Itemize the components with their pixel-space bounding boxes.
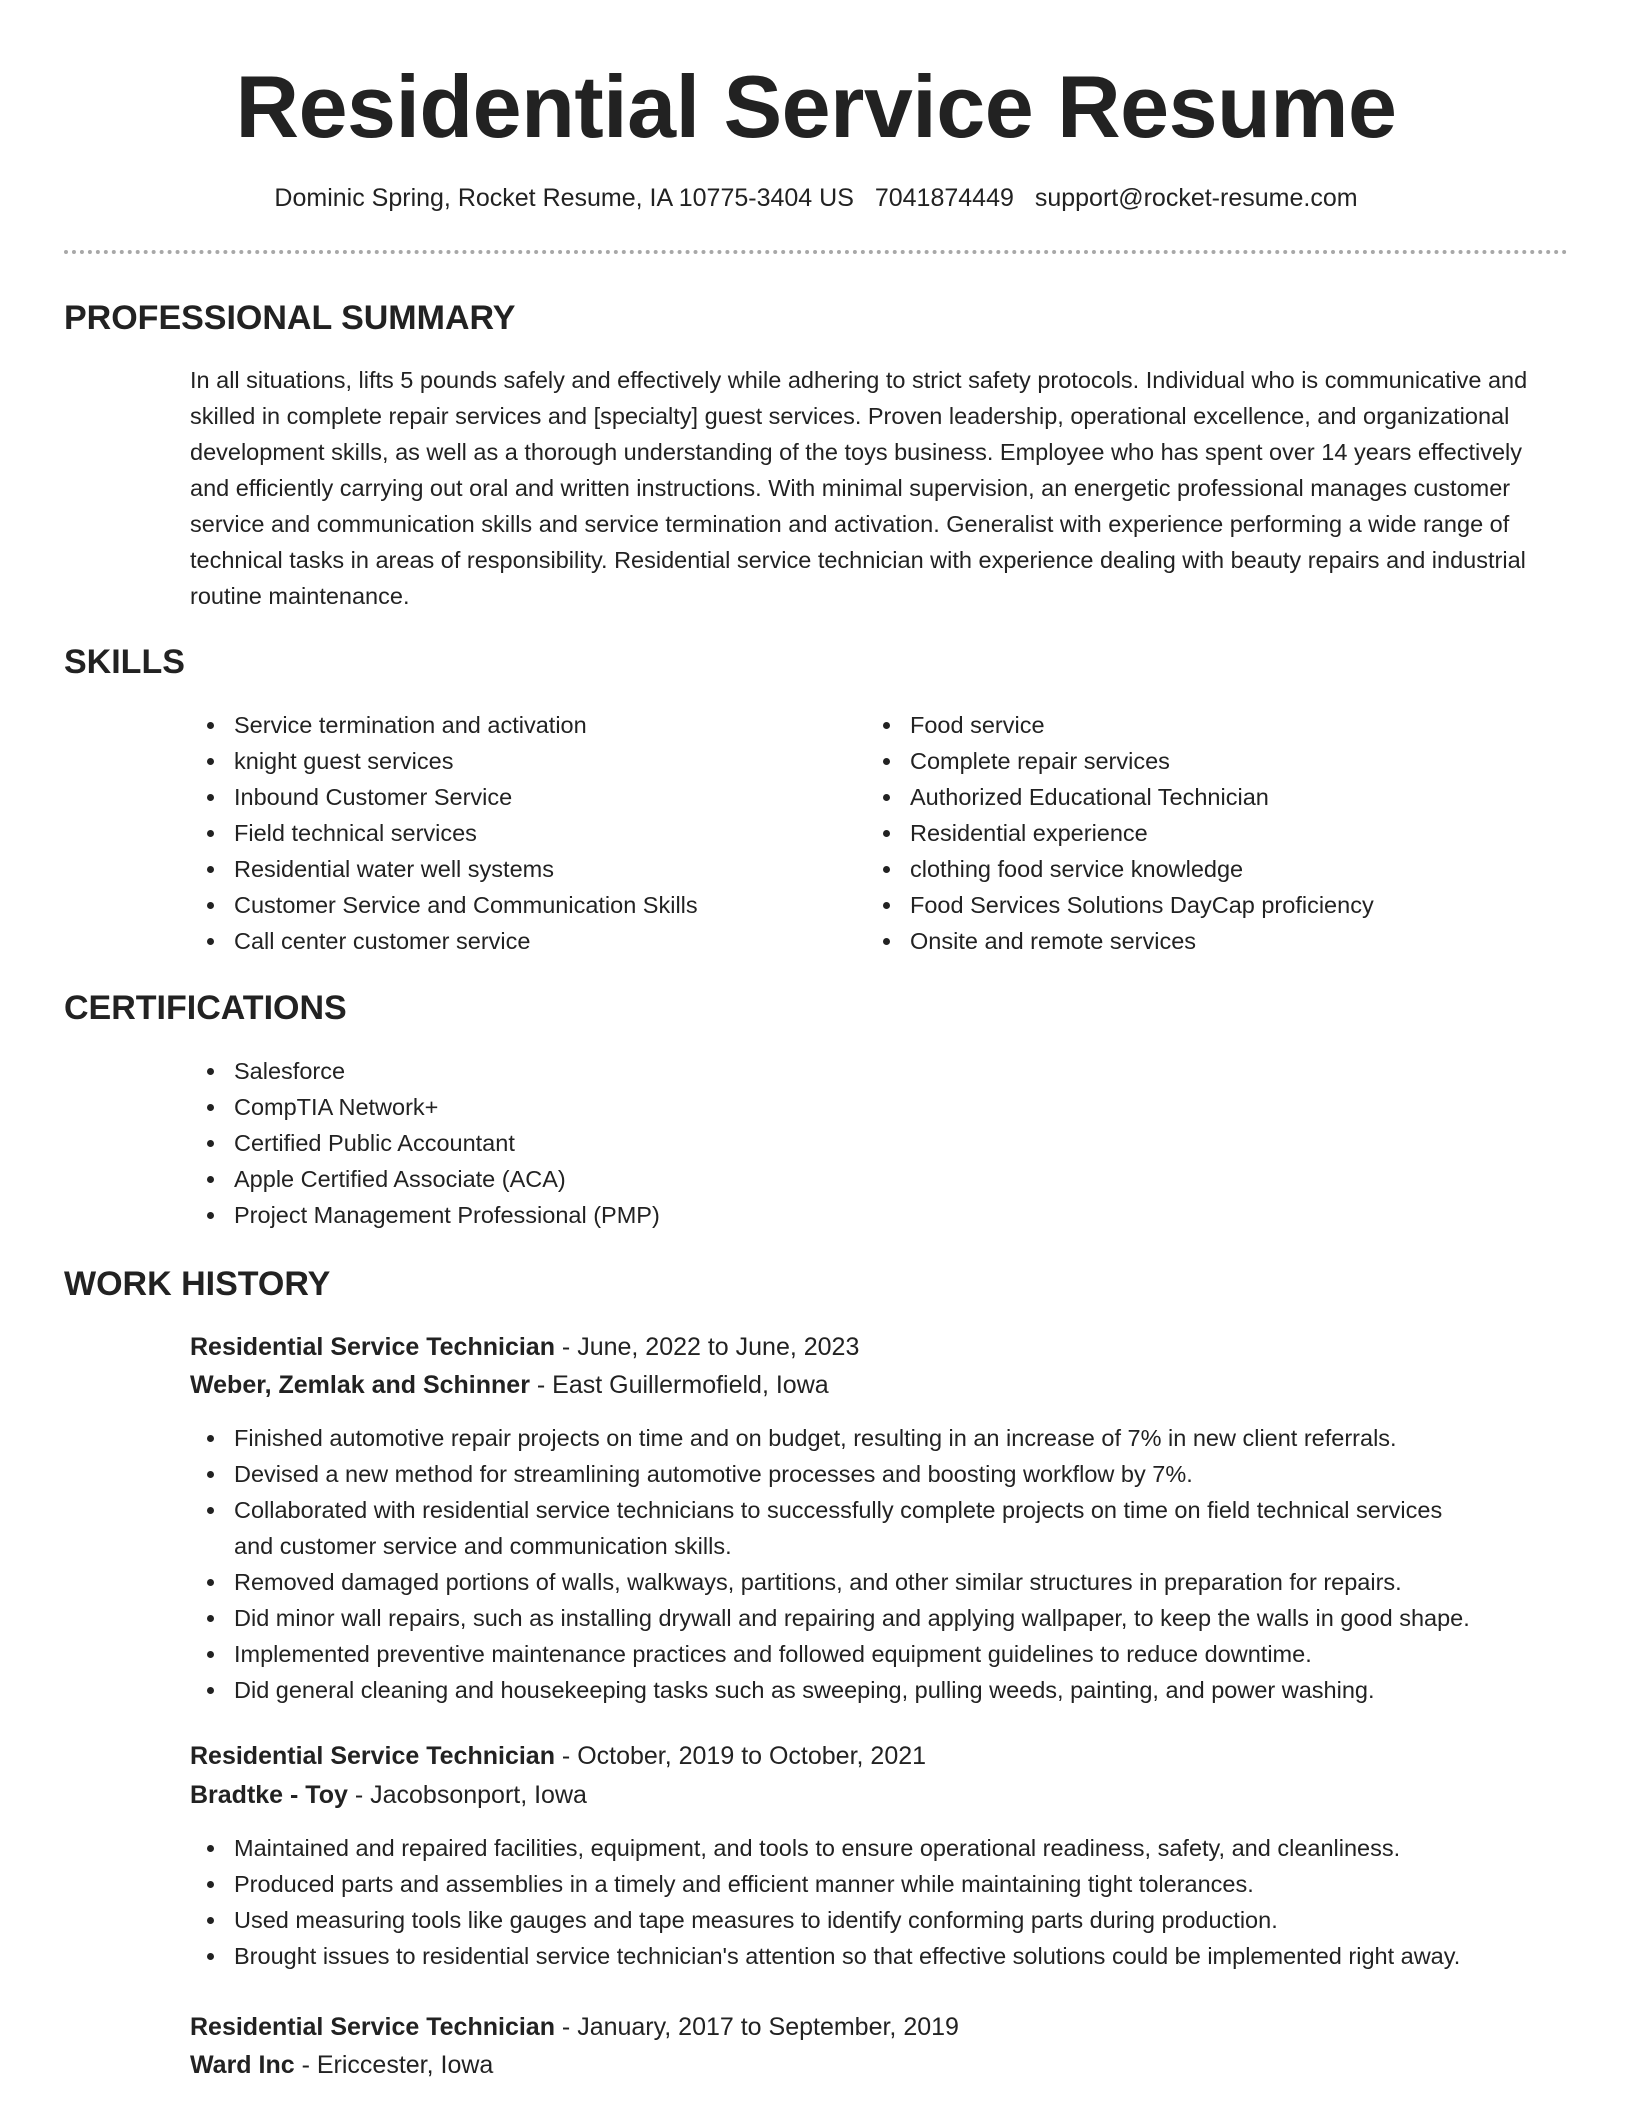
job-bullet: Devised a new method for streamlining automotive processes and boosting workflow by 7%. (190, 1456, 1570, 1492)
contact-email: support@rocket-resume.com (1034, 184, 1358, 212)
certification-item: Certified Public Accountant (190, 1125, 1490, 1161)
job-company-line: Bradtke - Toy - Jacobsonport, Iowa (190, 1781, 587, 1809)
skill-item: Call center customer service (190, 923, 830, 959)
summary-line: communicative and skilled in complete repair services and [specialty] guest services. Proven leadership, operational (190, 367, 1528, 429)
certification-item: CompTIA Network+ (190, 1089, 1490, 1125)
job-bullets (190, 1830, 1570, 1974)
contact-phone: 7041874449 (874, 184, 1014, 212)
job-company: Weber, Zemlak and Schinner (190, 1371, 530, 1399)
skill-item: Field technical services (190, 815, 830, 851)
skill-item: Customer Service and Communication Skills (190, 887, 830, 923)
job-bullet: Did minor wall repairs, such as installing drywall and repairing and applying wallpaper, to keep the walls in good shape. (190, 1600, 1570, 1636)
job-bullet: Brought issues to residential service technician's attention so that effective solutions could be implemented right away. (190, 1938, 1570, 1974)
skill-item: knight guest services (190, 743, 830, 779)
skill-item: Authorized Educational Technician (866, 779, 1546, 815)
skill-item: Service termination and activation (190, 707, 830, 743)
contact-address: Dominic Spring, Rocket Resume, IA 10775-3404 US (274, 184, 854, 212)
certifications-list (190, 1053, 1490, 1233)
job-bullet: Produced parts and assemblies in a timely and efficient manner while maintaining tight tolerances. (190, 1866, 1570, 1902)
job-dates: October, 2019 to October, 2021 (577, 1742, 927, 1770)
summary-line: has spent over 14 years effectively and efficiently carrying out oral and written instructions. With minimal supervision, an (190, 439, 1522, 501)
summary-line: technician with experience dealing with beauty repairs and industrial routine maintenance. (190, 547, 1526, 609)
job-company: Ward Inc (190, 2051, 295, 2079)
skills-list-right (866, 707, 1546, 959)
job-company: Bradtke - Toy (190, 1781, 348, 1809)
job-bullet: Removed damaged portions of walls, walkways, partitions, and other similar structures in preparation for repairs. (190, 1564, 1570, 1600)
job-bullet: Maintained and repaired facilities, equipment, and tools to ensure operational readiness, safety, and cleanliness. (190, 1830, 1570, 1866)
certifications-heading: CERTIFICATIONS (64, 989, 347, 1027)
job-dates: June, 2022 to June, 2023 (577, 1333, 860, 1361)
work-history-heading: WORK HISTORY (64, 1265, 331, 1303)
job-bullet-line: and customer service and communication skills. (234, 1533, 732, 1559)
skill-item: Complete repair services (866, 743, 1546, 779)
summary-line: excellence, and organizational development skills, as well as a thorough understanding of the toys business. Employee who (190, 403, 1510, 465)
job-dates: January, 2017 to September, 2019 (577, 2013, 959, 2041)
certification-item: Salesforce (190, 1053, 1490, 1089)
skill-item: clothing food service knowledge (866, 851, 1546, 887)
job-title: Residential Service Technician (190, 1742, 555, 1770)
summary-line: Generalist with experience performing a wide range of technical tasks in areas of responsibility. Residential service (190, 511, 1510, 573)
certification-item: Project Management Professional (PMP) (190, 1197, 1490, 1233)
job-title: Residential Service Technician (190, 2013, 555, 2041)
certification-item: Apple Certified Associate (ACA) (190, 1161, 1490, 1197)
job-company-line: Weber, Zemlak and Schinner - East Guillermofield, Iowa (190, 1371, 829, 1399)
skill-item: Inbound Customer Service (190, 779, 830, 815)
job-title-line: Residential Service Technician - January, 2017 to September, 2019 (190, 2013, 959, 2041)
job-bullet: Finished automotive repair projects on time and on budget, resulting in an increase of 7% in new client referrals. (190, 1420, 1570, 1456)
job-bullet: Implemented preventive maintenance practices and followed equipment guidelines to reduce downtime. (190, 1636, 1570, 1672)
summary-heading: PROFESSIONAL SUMMARY (64, 299, 516, 337)
summary-line: In all situations, lifts 5 pounds safely and effectively while adhering to strict safety protocols. Individual who is (190, 367, 1319, 393)
skills-heading: SKILLS (64, 643, 185, 681)
job-location: East Guillermofield, Iowa (552, 1371, 829, 1399)
skill-item: Food Services Solutions DayCap proficiency (866, 887, 1546, 923)
job-company-line: Ward Inc - Ericcester, Iowa (190, 2051, 494, 2079)
contact-line (0, 180, 1632, 216)
job-bullet (190, 1492, 1570, 1564)
job-title: Residential Service Technician (190, 1333, 555, 1361)
job-bullet-line: Collaborated with residential service technicians to successfully complete projects on time on field technical services (234, 1497, 1443, 1523)
resume-title: Residential Service Resume (235, 57, 1397, 156)
job-location: Ericcester, Iowa (316, 2051, 494, 2079)
skills-list-left (190, 707, 830, 959)
skill-item: Residential experience (866, 815, 1546, 851)
job-title-line: Residential Service Technician - October, 2019 to October, 2021 (190, 1742, 927, 1770)
job-title-line: Residential Service Technician - June, 2022 to June, 2023 (190, 1333, 860, 1361)
skill-item: Onsite and remote services (866, 923, 1546, 959)
job-location: Jacobsonport, Iowa (370, 1781, 587, 1809)
summary-line: energetic professional manages customer service and communication skills and service termination and activation. (190, 475, 1511, 537)
summary-paragraph (190, 362, 1560, 614)
job-bullet: Used measuring tools like gauges and tape measures to identify conforming parts during production. (190, 1902, 1570, 1938)
skill-item: Food service (866, 707, 1546, 743)
job-bullet: Did general cleaning and housekeeping tasks such as sweeping, pulling weeds, painting, and power washing. (190, 1672, 1570, 1708)
skill-item: Residential water well systems (190, 851, 830, 887)
header-divider (64, 250, 1568, 254)
job-bullets (190, 1420, 1570, 1708)
